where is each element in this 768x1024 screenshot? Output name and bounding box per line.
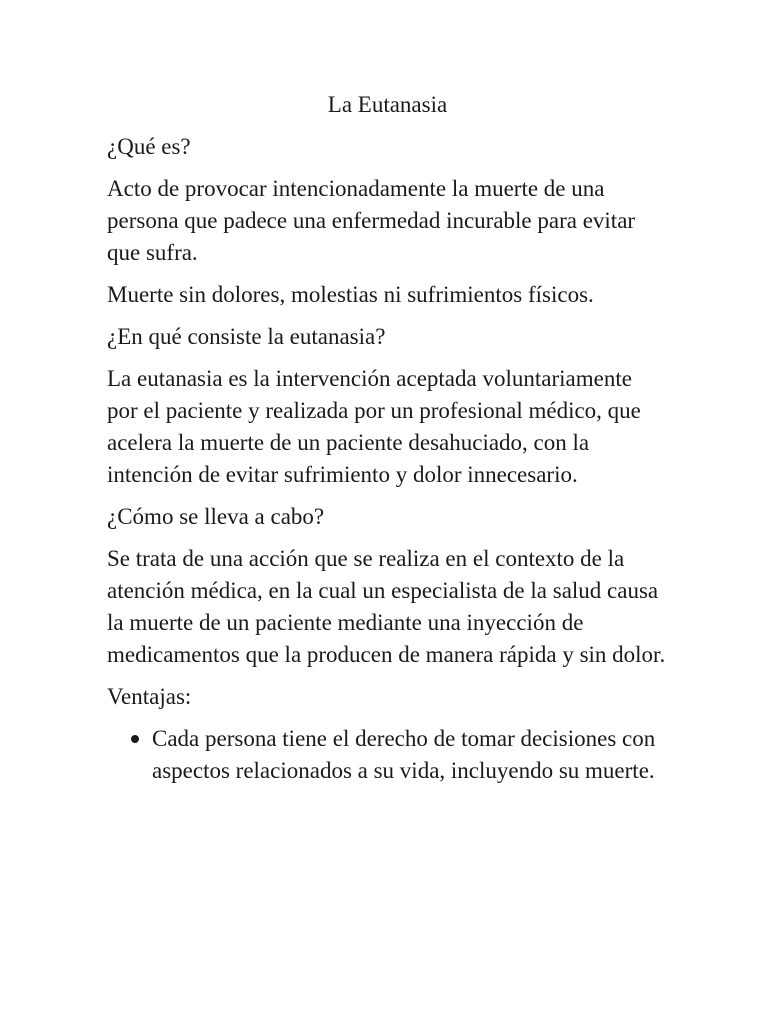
- bullet-icon: [131, 735, 139, 743]
- advantages-list: [107, 723, 668, 787]
- paragraph-intervention: La eutanasia es la intervención aceptada voluntariamente por el paciente y realizada por un profesional médico, que acelera la muerte de un paciente desahuciado, con la intención de evitar sufrimiento y dolor innecesario.: [107, 366, 641, 487]
- heading-advantages: Ventajas:: [107, 684, 192, 709]
- paragraph-definition: Acto de provocar intencionadamente la muerte de una persona que padece una enfermedad incurable para evitar que sufra.: [107, 176, 636, 265]
- question-how-done: ¿Cómo se lleva a cabo?: [107, 504, 325, 529]
- list-item: [152, 723, 668, 787]
- document-title: La Eutanasia: [327, 92, 448, 117]
- list-item-text: Cada persona tiene el derecho de tomar decisiones con aspectos relacionados a su vida, incluyendo su muerte.: [152, 726, 656, 783]
- question-what-is: ¿Qué es?: [107, 134, 191, 159]
- question-what-it-consists: ¿En qué consiste la eutanasia?: [107, 324, 386, 349]
- paragraph-painless-death: Muerte sin dolores, molestias ni sufrimientos físicos.: [107, 282, 594, 307]
- paragraph-procedure: Se trata de una acción que se realiza en el contexto de la atención médica, en la cual un especialista de la salud causa la muerte de un paciente mediante una inyección de medicamentos que la producen de manera rápida y sin dolor.: [107, 546, 666, 667]
